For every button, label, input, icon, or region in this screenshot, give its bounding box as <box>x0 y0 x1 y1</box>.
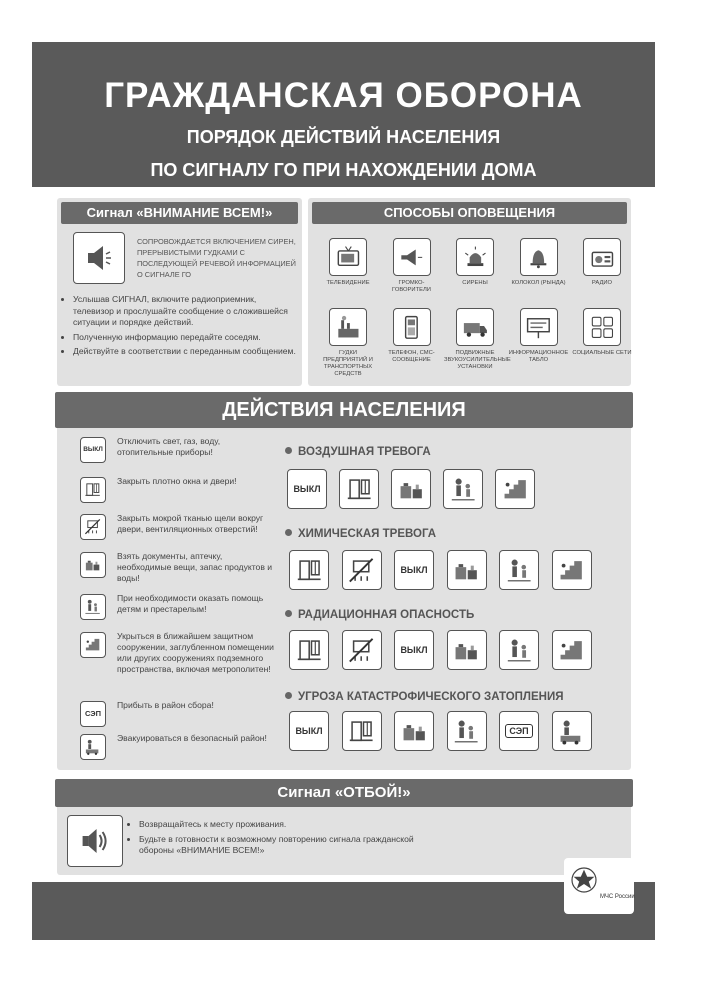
factory-icon <box>329 308 367 346</box>
power-off-icon <box>394 630 434 670</box>
alarm-group-label: РАДИАЦИОННАЯ ОПАСНОСТЬ <box>298 609 475 621</box>
attention-panel <box>57 198 302 386</box>
speaker-icon <box>73 232 125 284</box>
power-off-label: ВЫКЛ <box>400 645 428 655</box>
attention-bullets <box>63 294 298 361</box>
action-text: Взять документы, аптечку, необходимые вещи, запас продуктов и воды! <box>117 551 273 583</box>
window-door-icon <box>339 469 379 509</box>
mchs-logo-caption: МЧС России <box>600 894 635 900</box>
board-icon <box>520 308 558 346</box>
attention-bullet-1: • Услышав СИГНАЛ, включите радиоприемник, телевизор и прослушайте сообщение о сложившейся ситуации и порядке действий. <box>73 294 298 329</box>
shelter-icon <box>495 469 535 509</box>
otboy-bullet-1: • Возвращайтесь к месту проживания. <box>139 819 419 831</box>
notify-item-label: ИНФОРМАЦИОННОЕ ТАБЛО <box>508 350 569 363</box>
van-icon <box>456 308 494 346</box>
loudspeaker-icon <box>393 238 431 276</box>
notify-item-label: СИРЕНЫ <box>462 280 488 286</box>
help-people-icon <box>447 711 487 751</box>
window-door-icon <box>289 630 329 670</box>
alarm-group-title <box>285 446 431 458</box>
notify-item-label: ТЕЛЕВИДЕНИЕ <box>326 280 370 286</box>
power-off-icon <box>80 437 106 463</box>
help-people-icon <box>499 550 539 590</box>
supplies-icon <box>80 552 106 578</box>
tv-icon <box>329 238 367 276</box>
action-text: Эвакуироваться в безопасный район! <box>117 733 267 743</box>
supplies-icon <box>394 711 434 751</box>
action-text: Отключить свет, газ, воду, отопительные приборы! <box>117 436 221 457</box>
mchs-emblem-icon <box>568 864 600 896</box>
action-text: Закрыть плотно окна и двери! <box>117 476 237 486</box>
bullet-dot-icon <box>285 692 292 699</box>
action-text: При необходимости оказать помощь детям и престарелым! <box>117 593 264 614</box>
attention-description: СОПРОВОЖДАЕТСЯ ВКЛЮЧЕНИЕМ СИРЕН, ПРЕРЫВИСТЫМИ ГУДКАМИ С ПОСЛЕДУЮЩЕЙ РЕЧЕВОЙ ИНФОРМАЦИЕЙ О СИГНАЛЕ ГО <box>137 237 296 279</box>
notify-item-label: КОЛОКОЛ (РЫНДА) <box>511 280 566 286</box>
notify-item-label: СОЦИАЛЬНЫЕ СЕТИ <box>572 350 632 356</box>
alarm-group-label: УГРОЗА КАТАСТРОФИЧЕСКОГО ЗАТОПЛЕНИЯ <box>298 691 564 703</box>
notify-item-label: ПОДВИЖНЫЕ ЗВУКОУСИЛИТЕЛЬНЫЕ УСТАНОВКИ <box>444 350 511 370</box>
power-off-icon <box>287 469 327 509</box>
sep-label: СЭП <box>84 709 102 718</box>
evacuation-icon <box>552 711 592 751</box>
power-off-label: ВЫКЛ <box>293 484 321 494</box>
power-off-label: ВЫКЛ <box>83 446 103 453</box>
sep-label: СЭП <box>505 724 532 738</box>
power-off-icon <box>289 711 329 751</box>
power-off-icon <box>394 550 434 590</box>
attention-bullet-2: • Полученную информацию передайте соседям. <box>73 332 298 344</box>
bullet-dot-icon <box>285 447 292 454</box>
footer-banner <box>32 882 655 940</box>
mchs-logo <box>564 858 634 914</box>
alarm-group-title <box>285 528 436 540</box>
speaker-sound-icon <box>67 815 123 867</box>
otboy-title: Сигнал «ОТБОЙ!» <box>55 779 633 807</box>
alarm-group-title <box>285 691 564 703</box>
siren-icon <box>456 238 494 276</box>
bell-icon <box>520 238 558 276</box>
alarm-group-label: ВОЗДУШНАЯ ТРЕВОГА <box>298 446 431 458</box>
power-off-label: ВЫКЛ <box>295 726 323 736</box>
page-subtitle-line2: ПО СИГНАЛУ ГО ПРИ НАХОЖДЕНИИ ДОМА <box>150 160 537 180</box>
alarm-group-title <box>285 609 474 621</box>
sep-icon <box>80 701 106 727</box>
power-off-label: ВЫКЛ <box>400 565 428 575</box>
otboy-bullets <box>129 819 419 860</box>
action-text: Прибыть в район сбора! <box>117 700 214 710</box>
notify-title: СПОСОБЫ ОПОВЕЩЕНИЯ <box>312 202 627 224</box>
supplies-icon <box>447 550 487 590</box>
supplies-icon <box>447 630 487 670</box>
page-subtitle-line1: ПОРЯДОК ДЕЙСТВИЙ НАСЕЛЕНИЯ <box>186 127 501 147</box>
no-ventilation-icon <box>80 514 106 540</box>
bullet-dot-icon <box>285 529 292 536</box>
window-door-icon <box>80 477 106 503</box>
help-people-icon <box>443 469 483 509</box>
sep-icon <box>499 711 539 751</box>
notify-item-label: ТЕЛЕФОН, СМС-СООБЩЕНИЕ <box>388 350 435 363</box>
shelter-icon <box>552 550 592 590</box>
notify-item-label: ГУДКИ ПРЕДПРИЯТИЙ И ТРАНСПОРТНЫХ СРЕДСТВ <box>323 350 373 377</box>
otboy-bullet-2: • Будьте в готовности к возможному повторению сигнала гражданской обороны «ВНИМАНИЕ ВСЕМ!» <box>139 834 419 857</box>
otboy-panel <box>57 779 631 875</box>
no-ventilation-icon <box>342 630 382 670</box>
attention-title: Сигнал «ВНИМАНИЕ ВСЕМ!» <box>61 202 298 224</box>
phone-icon <box>393 308 431 346</box>
no-ventilation-icon <box>342 550 382 590</box>
attention-bullet-3: • Действуйте в соответствии с переданным сообщением. <box>73 346 298 358</box>
bullet-dot-icon <box>285 610 292 617</box>
notify-item-label: РАДИО <box>591 280 613 286</box>
header-banner <box>32 42 655 187</box>
alarm-group-label: ХИМИЧЕСКАЯ ТРЕВОГА <box>298 528 437 540</box>
notify-item-label: ГРОМКО-ГОВОРИТЕЛИ <box>392 280 431 293</box>
radio-icon <box>583 238 621 276</box>
action-text: Закрыть мокрой тканью щели вокруг двери, вентиляционных отверстий! <box>117 513 264 534</box>
help-people-icon <box>80 594 106 620</box>
actions-title: ДЕЙСТВИЯ НАСЕЛЕНИЯ <box>55 392 633 428</box>
supplies-icon <box>391 469 431 509</box>
help-people-icon <box>499 630 539 670</box>
page-title: ГРАЖДАНСКАЯ ОБОРОНА <box>104 76 583 115</box>
shelter-icon <box>80 632 106 658</box>
action-text: Укрыться в ближайшем защитном сооружении, заглубленном помещении или других сооружениях подземного пространства, включая метрополитен! <box>117 631 274 674</box>
social-icon <box>583 308 621 346</box>
window-door-icon <box>289 550 329 590</box>
evacuation-icon <box>80 734 106 760</box>
shelter-icon <box>552 630 592 670</box>
window-door-icon <box>342 711 382 751</box>
